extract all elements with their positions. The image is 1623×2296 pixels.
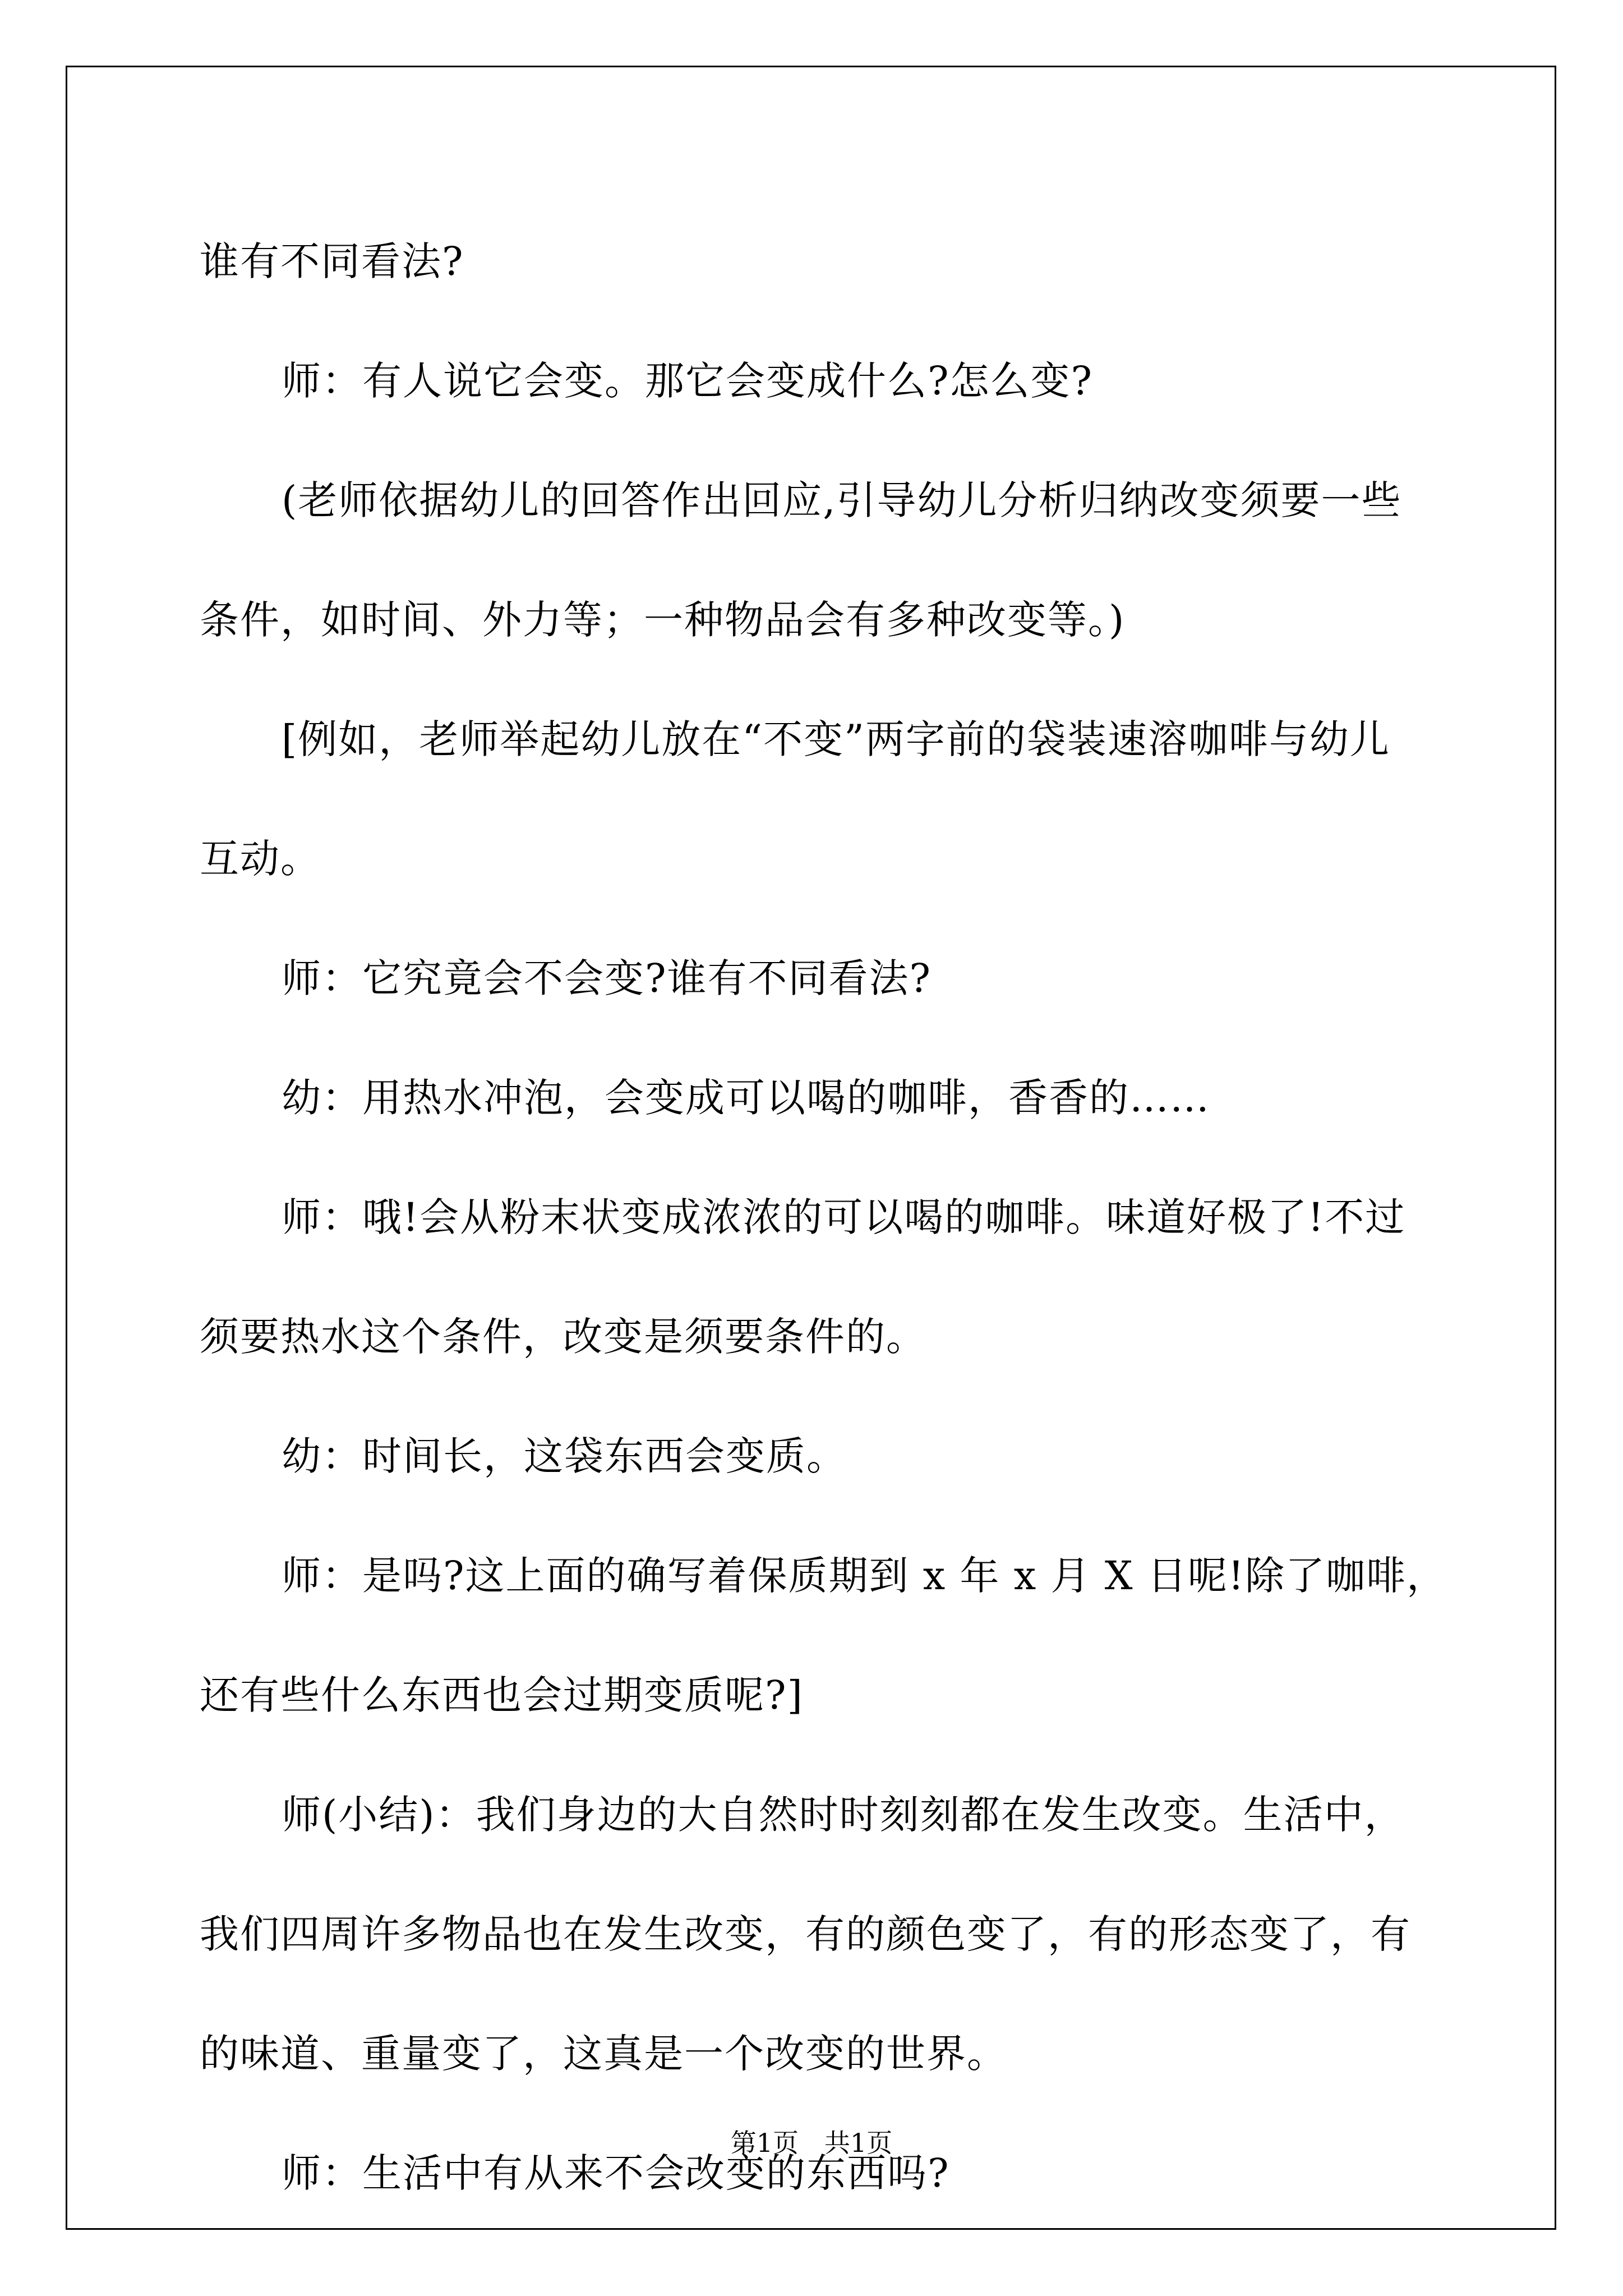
paragraph-line: 的味道、重量变了，这真是一个改变的世界。 xyxy=(200,2031,1007,2077)
paragraph-line: 我们四周许多物品也在发生改变，有的颜色变了，有的形态变了，有 xyxy=(200,1911,1411,1957)
paragraph-line: 幼：时间长，这袋东西会变质。 xyxy=(282,1433,847,1479)
page-footer xyxy=(0,2126,1623,2160)
paragraph-line: 师：哦!会从粉末状变成浓浓的可以喝的咖啡。味道好极了!不过 xyxy=(282,1194,1406,1240)
page-number-label: 第1页 共1页 xyxy=(730,2128,893,2158)
paragraph-line: 师：它究竟会不会变?谁有不同看法? xyxy=(282,955,932,1001)
paragraph-line: 还有些什么东西也会过期变质呢?] xyxy=(200,1672,804,1718)
paragraph-line: 条件，如时间、外力等；一种物品会有多种改变等。) xyxy=(200,597,1126,643)
paragraph-line: 师：生活中有从来不会改变的东西吗? xyxy=(282,2150,950,2196)
paragraph-line: (老师依据幼儿的回答作出回应,引导幼儿分析归纳改变须要一些 xyxy=(282,477,1402,523)
paragraph-line: 师：有人说它会变。那它会变成什么?怎么变? xyxy=(282,358,1094,404)
paragraph-line: 幼：用热水冲泡，会变成可以喝的咖啡，香香的…… xyxy=(282,1075,1210,1121)
paragraph-line: 互动。 xyxy=(200,836,321,882)
document-body xyxy=(200,202,1447,2233)
paragraph-line: [例如，老师举起幼儿放在“不变”两字前的袋装速溶咖啡与幼儿 xyxy=(282,716,1390,762)
paragraph-line: 师：是吗?这上面的确写着保质期到 x 年 x 月 X 日呢!除了咖啡， xyxy=(282,1553,1447,1599)
paragraph-line: 谁有不同看法? xyxy=(200,238,464,284)
paragraph-line: 师(小结)：我们身边的大自然时时刻刻都在发生改变。生活中， xyxy=(282,1792,1405,1838)
paragraph-line: 须要热水这个条件，改变是须要条件的。 xyxy=(200,1314,926,1360)
